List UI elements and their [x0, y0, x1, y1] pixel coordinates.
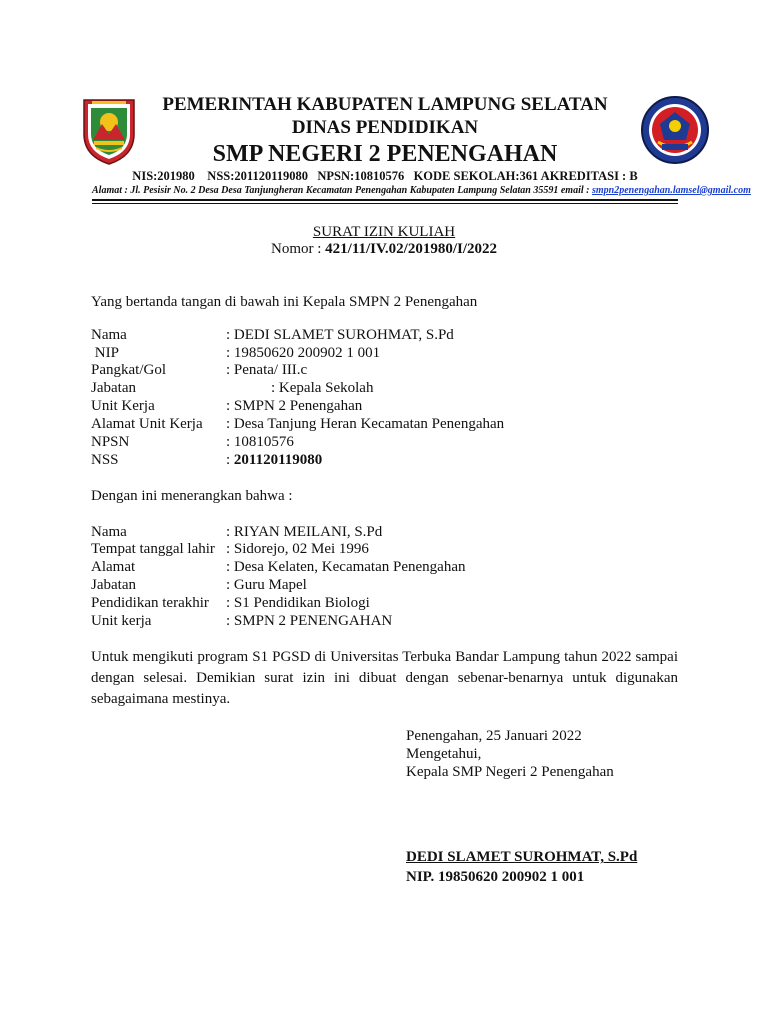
- subject-name-label: Nama: [91, 524, 127, 540]
- closing-paragraph: Untuk mengikuti program S1 PGSD di Universitas Terbuka Bandar Lampung tahun 2022 sampai dengan selesai. Demikian surat izin ini dibuat dengan sebenar-benarnya untuk digunakan sebagaimana mestinya.: [91, 649, 678, 707]
- letterhead-rule-thin: [92, 203, 678, 204]
- school-identifiers: NIS:201980 NSS:201120119080 NPSN:10810576 KODE SEKOLAH:361 AKREDITASI : B: [132, 169, 638, 183]
- subject-unit-value: : SMPN 2 PENENGAHAN: [226, 613, 393, 629]
- nss-colon: :: [226, 452, 234, 468]
- signature-name: DEDI SLAMET SUROHMAT, S.Pd: [406, 849, 638, 865]
- signer-npsn-label: NPSN: [91, 434, 130, 450]
- subject-unit-label: Unit kerja: [91, 613, 152, 629]
- subject-address-value: : Desa Kelaten, Kecamatan Penengahan: [226, 559, 466, 575]
- signer-position-label: Jabatan: [91, 380, 136, 396]
- subject-education-label: Pendidikan terakhir: [91, 595, 209, 611]
- signer-unit-address-value: : Desa Tanjung Heran Kecamatan Penengahan: [226, 416, 505, 432]
- signer-nss-label: NSS: [91, 452, 119, 468]
- number-value: 421/11/IV.02/201980/I/2022: [325, 241, 497, 257]
- school-name-heading: SMP NEGERI 2 PENENGAHAN: [212, 141, 558, 167]
- signer-rank-value: : Penata/ III.c: [226, 362, 308, 378]
- intro-text: Yang bertanda tangan di bawah ini Kepala SMPN 2 Penengahan: [91, 294, 478, 310]
- subject-education-value: : S1 Pendidikan Biologi: [226, 595, 370, 611]
- signer-npsn-value: : 10810576: [226, 434, 294, 450]
- subject-position-value: : Guru Mapel: [226, 577, 307, 593]
- signer-position-value: : Kepala Sekolah: [271, 380, 374, 396]
- subject-birth-value: : Sidorejo, 02 Mei 1996: [226, 541, 369, 557]
- statement-text: Dengan ini menerangkan bahwa :: [91, 488, 293, 504]
- signer-name-value: : DEDI SLAMET SUROHMAT, S.Pd: [226, 327, 454, 343]
- school-address: [92, 185, 751, 196]
- signer-nss-value: [226, 452, 322, 469]
- subject-birth-label: Tempat tanggal lahir: [91, 541, 215, 557]
- signature-acknowledged: Mengetahui,: [406, 746, 482, 762]
- signature-place-date: Penengahan, 25 Januari 2022: [406, 728, 582, 744]
- lampung-selatan-emblem-logo: [80, 94, 138, 166]
- signer-unit-address-label: Alamat Unit Kerja: [91, 416, 203, 432]
- subject-address-label: Alamat: [91, 559, 136, 575]
- letter-number: [0, 241, 768, 258]
- signer-unit-value: : SMPN 2 Penengahan: [226, 398, 363, 414]
- email-link[interactable]: smpn2penengahan.lamsel@gmail.com: [591, 185, 751, 196]
- signer-rank-label: Pangkat/Gol: [91, 362, 166, 378]
- signer-unit-label: Unit Kerja: [91, 398, 155, 414]
- smpn2-school-logo: [640, 94, 710, 166]
- signer-nip-label: NIP: [91, 345, 119, 361]
- letterhead-rule-thick: [92, 199, 678, 201]
- department-heading: DINAS PENDIDIKAN: [291, 117, 479, 138]
- address-text: Alamat : Jl. Pesisir No. 2 Desa Desa Tanjungheran Kecamatan Penengahan Kabupaten Lampung Selatan 35591 email :: [92, 185, 592, 196]
- signature-role: Kepala SMP Negeri 2 Penengahan: [406, 764, 614, 780]
- subject-position-label: Jabatan: [91, 577, 136, 593]
- number-label: Nomor :: [270, 241, 326, 257]
- subject-name-value: : RIYAN MEILANI, S.Pd: [226, 524, 383, 540]
- signer-name-label: Nama: [91, 327, 127, 343]
- signer-nip-value: : 19850620 200902 1 001: [226, 345, 381, 361]
- signature-nip: NIP. 19850620 200902 1 001: [406, 869, 585, 885]
- letter-title: SURAT IZIN KULIAH: [312, 224, 456, 240]
- nss-number: 201120119080: [233, 452, 323, 468]
- government-heading: PEMERINTAH KABUPATEN LAMPUNG SELATAN: [162, 94, 608, 115]
